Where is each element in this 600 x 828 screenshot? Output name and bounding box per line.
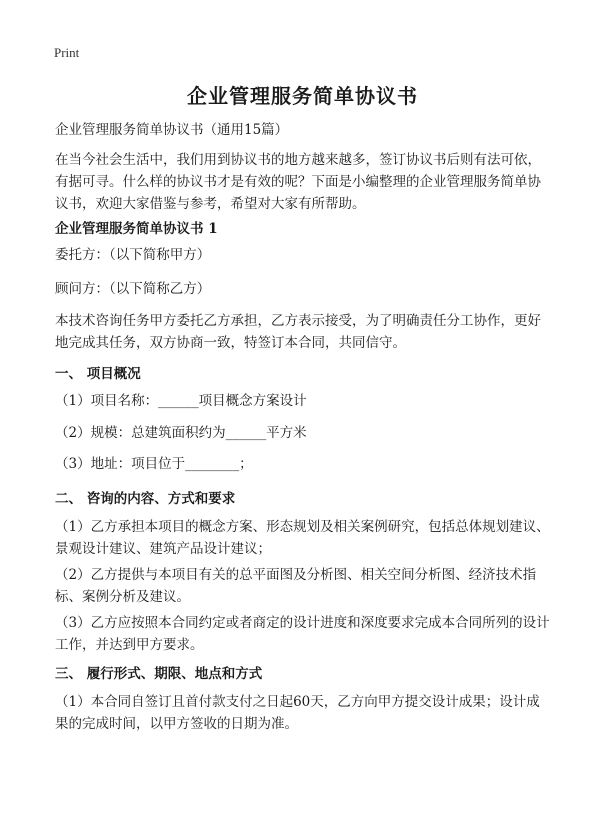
- heading-consulting-content: 二、 咨询的内容、方式和要求: [55, 491, 236, 507]
- project-name-line: （1）项目名称：______项目概念方案设计: [55, 393, 307, 409]
- print-label: Print: [54, 45, 80, 60]
- preamble-paragraph: 本技术咨询任务甲方委托乙方承担，乙方表示接受，为了明确责任分工协作，更好地完成其任务，双方协商一致，特签订本合同，共同信守。: [55, 313, 541, 351]
- heading-project-overview: 一、 项目概况: [55, 366, 141, 382]
- content-item-3: （3）乙方应按照本合同约定或者商定的设计进度和深度要求完成本合同所列的设计工作，并达到甲方要求。: [55, 615, 550, 653]
- content-item-1: （1）乙方承担本项目的概念方案、形态规划及相关案例研究，包括总体规划建议、景观设计建议、建筑产品设计建议；: [55, 519, 550, 557]
- intro-paragraph: 在当今社会生活中，我们用到协议书的地方越来越多，签订协议书后则有法可依，有据可寻。什么样的协议书才是有效的呢？下面是小编整理的企业管理服务简单协议书，欢迎大家借鉴与参考，希望对大家有所帮助。: [55, 152, 541, 212]
- client-line: 委托方：（以下简称甲方）: [55, 247, 211, 263]
- document-title: 企业管理服务简单协议书: [187, 84, 418, 108]
- consultant-line: 顾问方：（以下简称乙方）: [55, 281, 211, 297]
- document-subtitle: 企业管理服务简单协议书（通用15篇）: [55, 122, 289, 138]
- section-title: 企业管理服务简单协议书 1: [55, 221, 218, 237]
- project-scale-line: （2）规模：总建筑面积约为______平方米: [55, 425, 307, 441]
- project-address-line: （3）地址：项目位于________；: [55, 456, 253, 472]
- performance-item-1: （1）本合同自签订且首付款支付之日起60天，乙方向甲方提交设计成果；设计成果的完成时间，以甲方签收的日期为准。: [55, 694, 540, 732]
- heading-performance: 三、 履行形式、期限、地点和方式: [55, 666, 263, 682]
- content-item-2: （2）乙方提供与本项目有关的总平面图及分析图、相关空间分析图、经济技术指标、案例分析及建议。: [55, 567, 537, 605]
